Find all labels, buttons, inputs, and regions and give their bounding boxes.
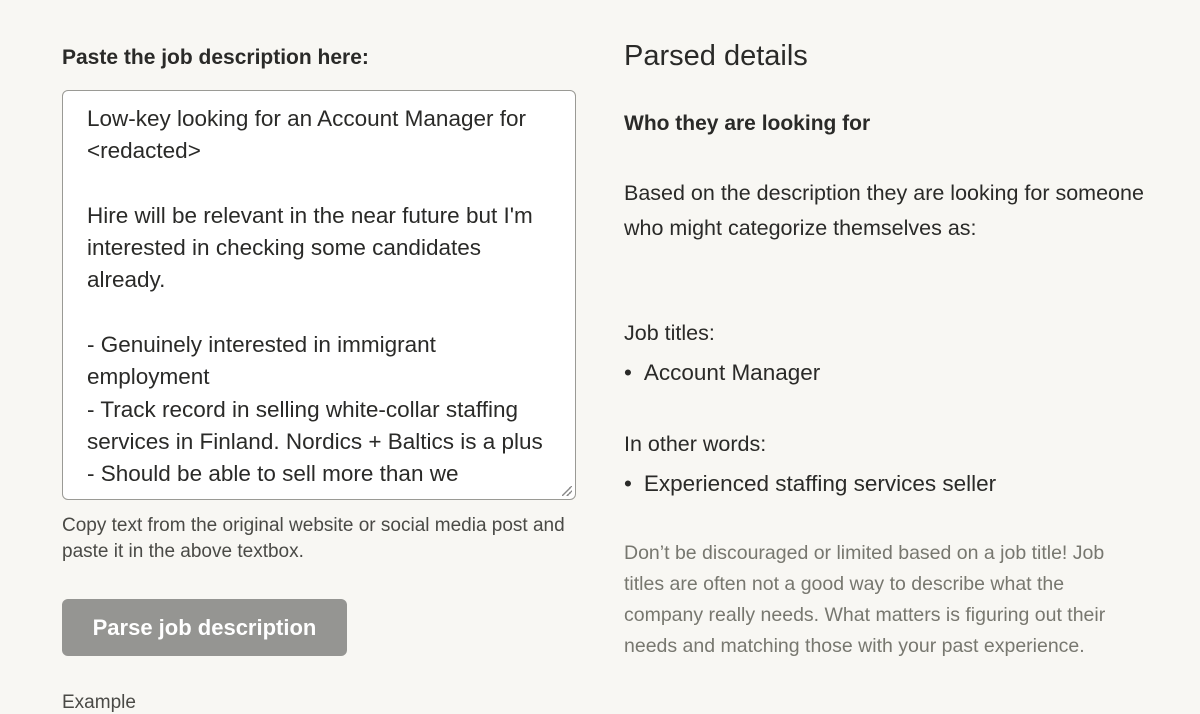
who-they-look-for-heading: Who they are looking for bbox=[624, 112, 871, 135]
parsed-details-title: Parsed details bbox=[624, 40, 808, 72]
job-description-label: Paste the job description here: bbox=[62, 46, 369, 69]
other-words-list bbox=[624, 471, 996, 497]
job-titles-label: Job titles: bbox=[624, 321, 715, 345]
resize-handle-icon[interactable] bbox=[562, 486, 572, 496]
parsed-intro: Based on the description they are looking for someone who might categorize themselves as: bbox=[624, 181, 1144, 240]
textarea-hint: Copy text from the original website or social media post and paste it in the above textbox. bbox=[62, 515, 565, 562]
list-item: • Account Manager bbox=[624, 360, 820, 386]
next-section-label: Example bbox=[62, 692, 136, 713]
job-description-textarea[interactable]: Low-key looking for an Account Manager for <redacted> Hire will be relevant in the near future but I'm interested in checking some candidates already. - Genuinely interested in immigrant employment - Track record in selling white-collar staffing services in Finland. Nordics + Baltics is a plus - Should be able to sell more than we bbox=[62, 90, 576, 500]
list-item: • Experienced staffing services seller bbox=[624, 471, 996, 497]
job-title-note: Don’t be discouraged or limited based on a job title! Job titles are often not a good way to describe what the company really needs. What matters is figuring out their needs and matching those with your past experience. bbox=[624, 542, 1106, 657]
parse-job-description-button[interactable]: Parse job description bbox=[62, 599, 347, 656]
other-words-label: In other words: bbox=[624, 432, 767, 456]
job-titles-list bbox=[624, 360, 820, 386]
